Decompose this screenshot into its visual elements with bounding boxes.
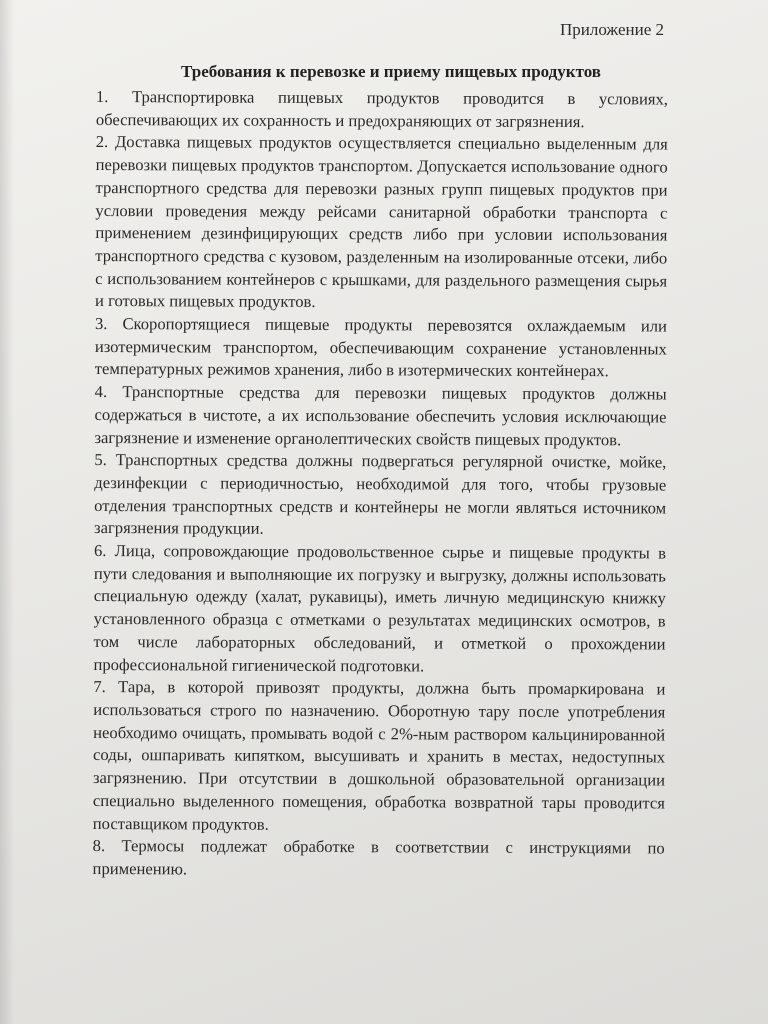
paragraph-4: 4. Транспортные средства для перевозки пищевых продуктов должны содержаться в чистоте, а их использование обеспечить условия исключающие загрязнение и изменение органолептических свойств пищевых продуктов. [94, 382, 667, 449]
paragraph-6: 6. Лица, сопровождающие продовольственное сырье и пищевые продукты в пути следования и выполняющие их погрузку и выгрузку, должны использовать специальную одежду (халат, рукавицы), иметь личную медицинскую книжку установленного образца с отметками о результатах медицинских осмотров, в том числе лабораторных обследований, и отметкой о прохождении профессиональной гигиенической подготовки. [93, 541, 667, 676]
paragraph-7: 7. Тара, в которой привозят продукты, должна быть промаркирована и использоваться строго по назначению. Оборотную тару после употребления необходимо очищать, промывать водой с 2%-ным раствором кальцинированной соды, ошпаривать кипятком, высушивать и хранить в местах, недоступных загрязнению. При отсутствии в дошкольной образовательной организации специально выделенного помещения, обработка возвратной тары проводится поставщиком продуктов. [92, 677, 666, 834]
page-shadow [0, 0, 14, 1024]
appendix-label: Приложение 2 [560, 20, 664, 39]
paragraph-1: 1. Транспортировка пищевых продуктов проводится в условиях, обеспечивающих их сохранность и предохраняющих от загрязнения. [95, 86, 668, 131]
paragraph-5: 5. Транспортных средства должны подвергаться регулярной очистке, мойке, дезинфекции с периодичностью, необходимой для того, чтобы грузовые отделения транспортных средств и контейнеры не могли являться источником загрязнения продукции. [94, 450, 667, 539]
document-body [93, 86, 668, 883]
document-title: Требования к перевозке и приему пищевых продуктов [181, 62, 601, 81]
paragraph-2: 2. Доставка пищевых продуктов осуществляется специально выделенным для перевозки пищевых продуктов транспортом. Допускается использование одного транспортного средства для перевозки разных групп пищевых продуктов при условии проведения между рейсами санитарной обработки транспорта с применением дезинфицирующих средств либо при условии использования транспортного средства с кузовом, разделенным на изолированные отсеки, либо с использованием контейнеров с крышками, для раздельного размещения сырья и готовых пищевых продуктов. [95, 132, 668, 312]
paragraph-8: 8. Термосы подлежат обработке в соответствии с инструкциями по применению. [92, 836, 665, 879]
paragraph-3: 3. Скоропортящиеся пищевые продукты перевозятся охлаждаемым или изотермическим транспортом, обеспечивающим сохранение установленных температурных режимов хранения, либо в изотермических контейнерах. [94, 314, 667, 381]
